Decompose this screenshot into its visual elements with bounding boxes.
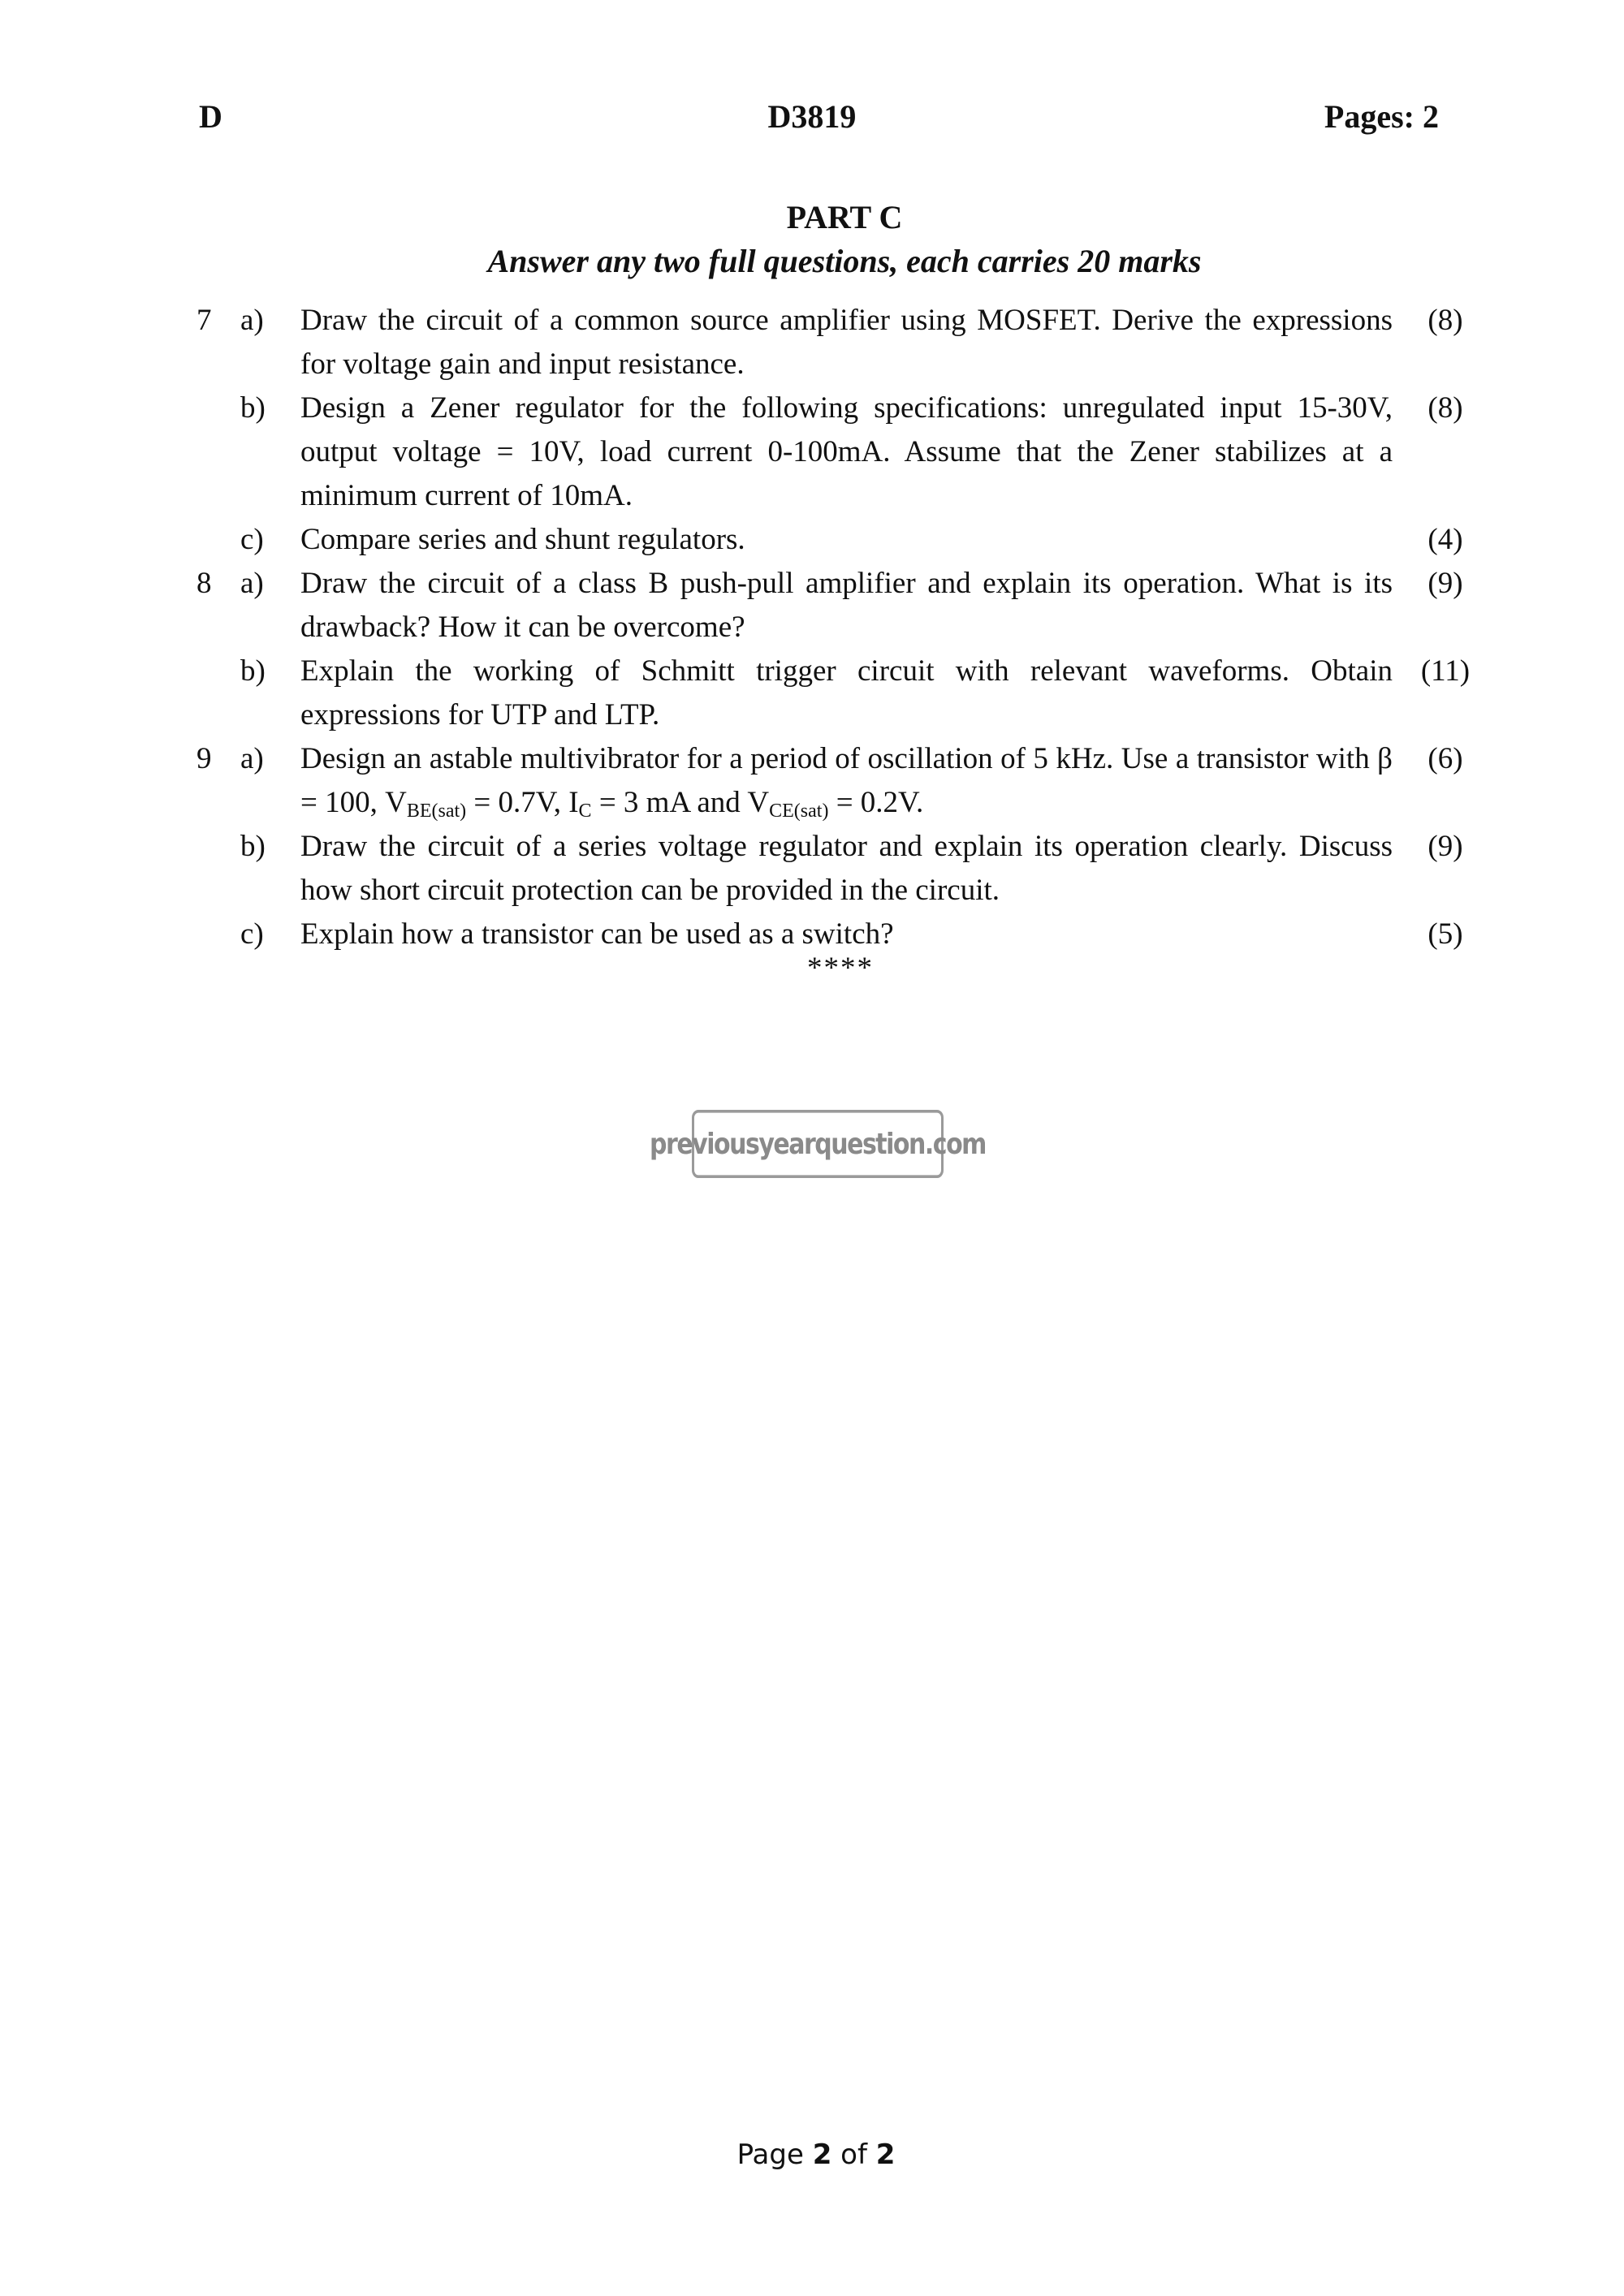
question-part: c) <box>240 523 264 556</box>
question-marks: (11) <box>1420 654 1471 688</box>
subscript: CE(sat) <box>769 801 829 822</box>
watermark-logo: previousyearquestion.com <box>692 1110 944 1178</box>
series-letter: D <box>199 98 222 135</box>
question-text-segment: = 3 mA and V <box>591 786 770 819</box>
page-count: Pages: 2 <box>1324 98 1439 135</box>
part-instruction: Answer any two full questions, each carries 20 marks <box>487 243 1202 279</box>
question-text: Explain how a transistor can be used as a switch? <box>300 917 894 951</box>
question-marks: (6) <box>1427 742 1463 775</box>
subscript: C <box>578 801 592 822</box>
paper-code: D3819 <box>767 98 857 135</box>
question-text-segment: = 0.7V, I <box>466 786 579 819</box>
end-of-paper-mark: **** <box>807 952 874 985</box>
question-text: Draw the circuit of a class B push-pull amplifier and explain its operation. What is its drawback? How it can be overcome? <box>300 567 1393 644</box>
question-text: Draw the circuit of a series voltage regulator and explain its operation clearly. Discuss how short circuit protection can be provided in the circuit. <box>300 830 1393 907</box>
question-8b <box>187 650 1486 737</box>
footer-prefix: Page <box>736 2138 813 2171</box>
question-list <box>187 299 1486 956</box>
question-part: a) <box>240 567 264 600</box>
question-text: Compare series and shunt regulators. <box>300 523 745 556</box>
question-part: b) <box>240 830 266 863</box>
footer-current-page: 2 <box>812 2138 832 2171</box>
question-text: Explain the working of Schmitt trigger circuit with relevant waveforms. Obtain expressions for UTP and LTP. <box>300 654 1393 732</box>
question-part: b) <box>240 654 266 688</box>
question-text: Draw the circuit of a common source amplifier using MOSFET. Derive the expressions for voltage gain and input resistance. <box>300 304 1393 381</box>
page-footer <box>0 2137 1624 2173</box>
footer-middle: of <box>831 2138 876 2171</box>
question-number: 7 <box>197 304 212 337</box>
question-7c <box>187 518 1486 562</box>
question-7a <box>187 299 1486 386</box>
question-text-segment: = 0.2V. <box>828 786 924 819</box>
question-text: Design a Zener regulator for the following specifications: unregulated input 15-30V, output voltage = 10V, load current 0-100mA. Assume that the Zener stabilizes at a minimum current of 10mA. <box>300 391 1393 512</box>
question-part: a) <box>240 742 264 775</box>
question-marks: (8) <box>1427 304 1463 337</box>
question-7b <box>187 386 1486 518</box>
question-marks: (5) <box>1427 917 1463 951</box>
question-9a <box>187 737 1486 825</box>
question-marks: (8) <box>1427 391 1463 425</box>
question-part: c) <box>240 917 264 951</box>
question-text-segment: Design an astable multivibrator for a period of oscillation of 5 kHz. Use a transistor with β = 100, V <box>300 742 1393 819</box>
question-8a <box>187 562 1486 650</box>
question-number: 9 <box>197 742 212 775</box>
question-marks: (9) <box>1427 830 1463 863</box>
question-part: b) <box>240 391 266 425</box>
question-marks: (9) <box>1427 567 1463 600</box>
question-number: 8 <box>197 567 212 600</box>
question-marks: (4) <box>1427 523 1463 556</box>
footer-total-pages: 2 <box>875 2138 896 2171</box>
question-9b <box>187 825 1486 913</box>
subscript: BE(sat) <box>406 801 467 822</box>
question-part: a) <box>240 304 264 337</box>
part-title: PART C <box>786 199 903 235</box>
question-text <box>300 737 1393 825</box>
